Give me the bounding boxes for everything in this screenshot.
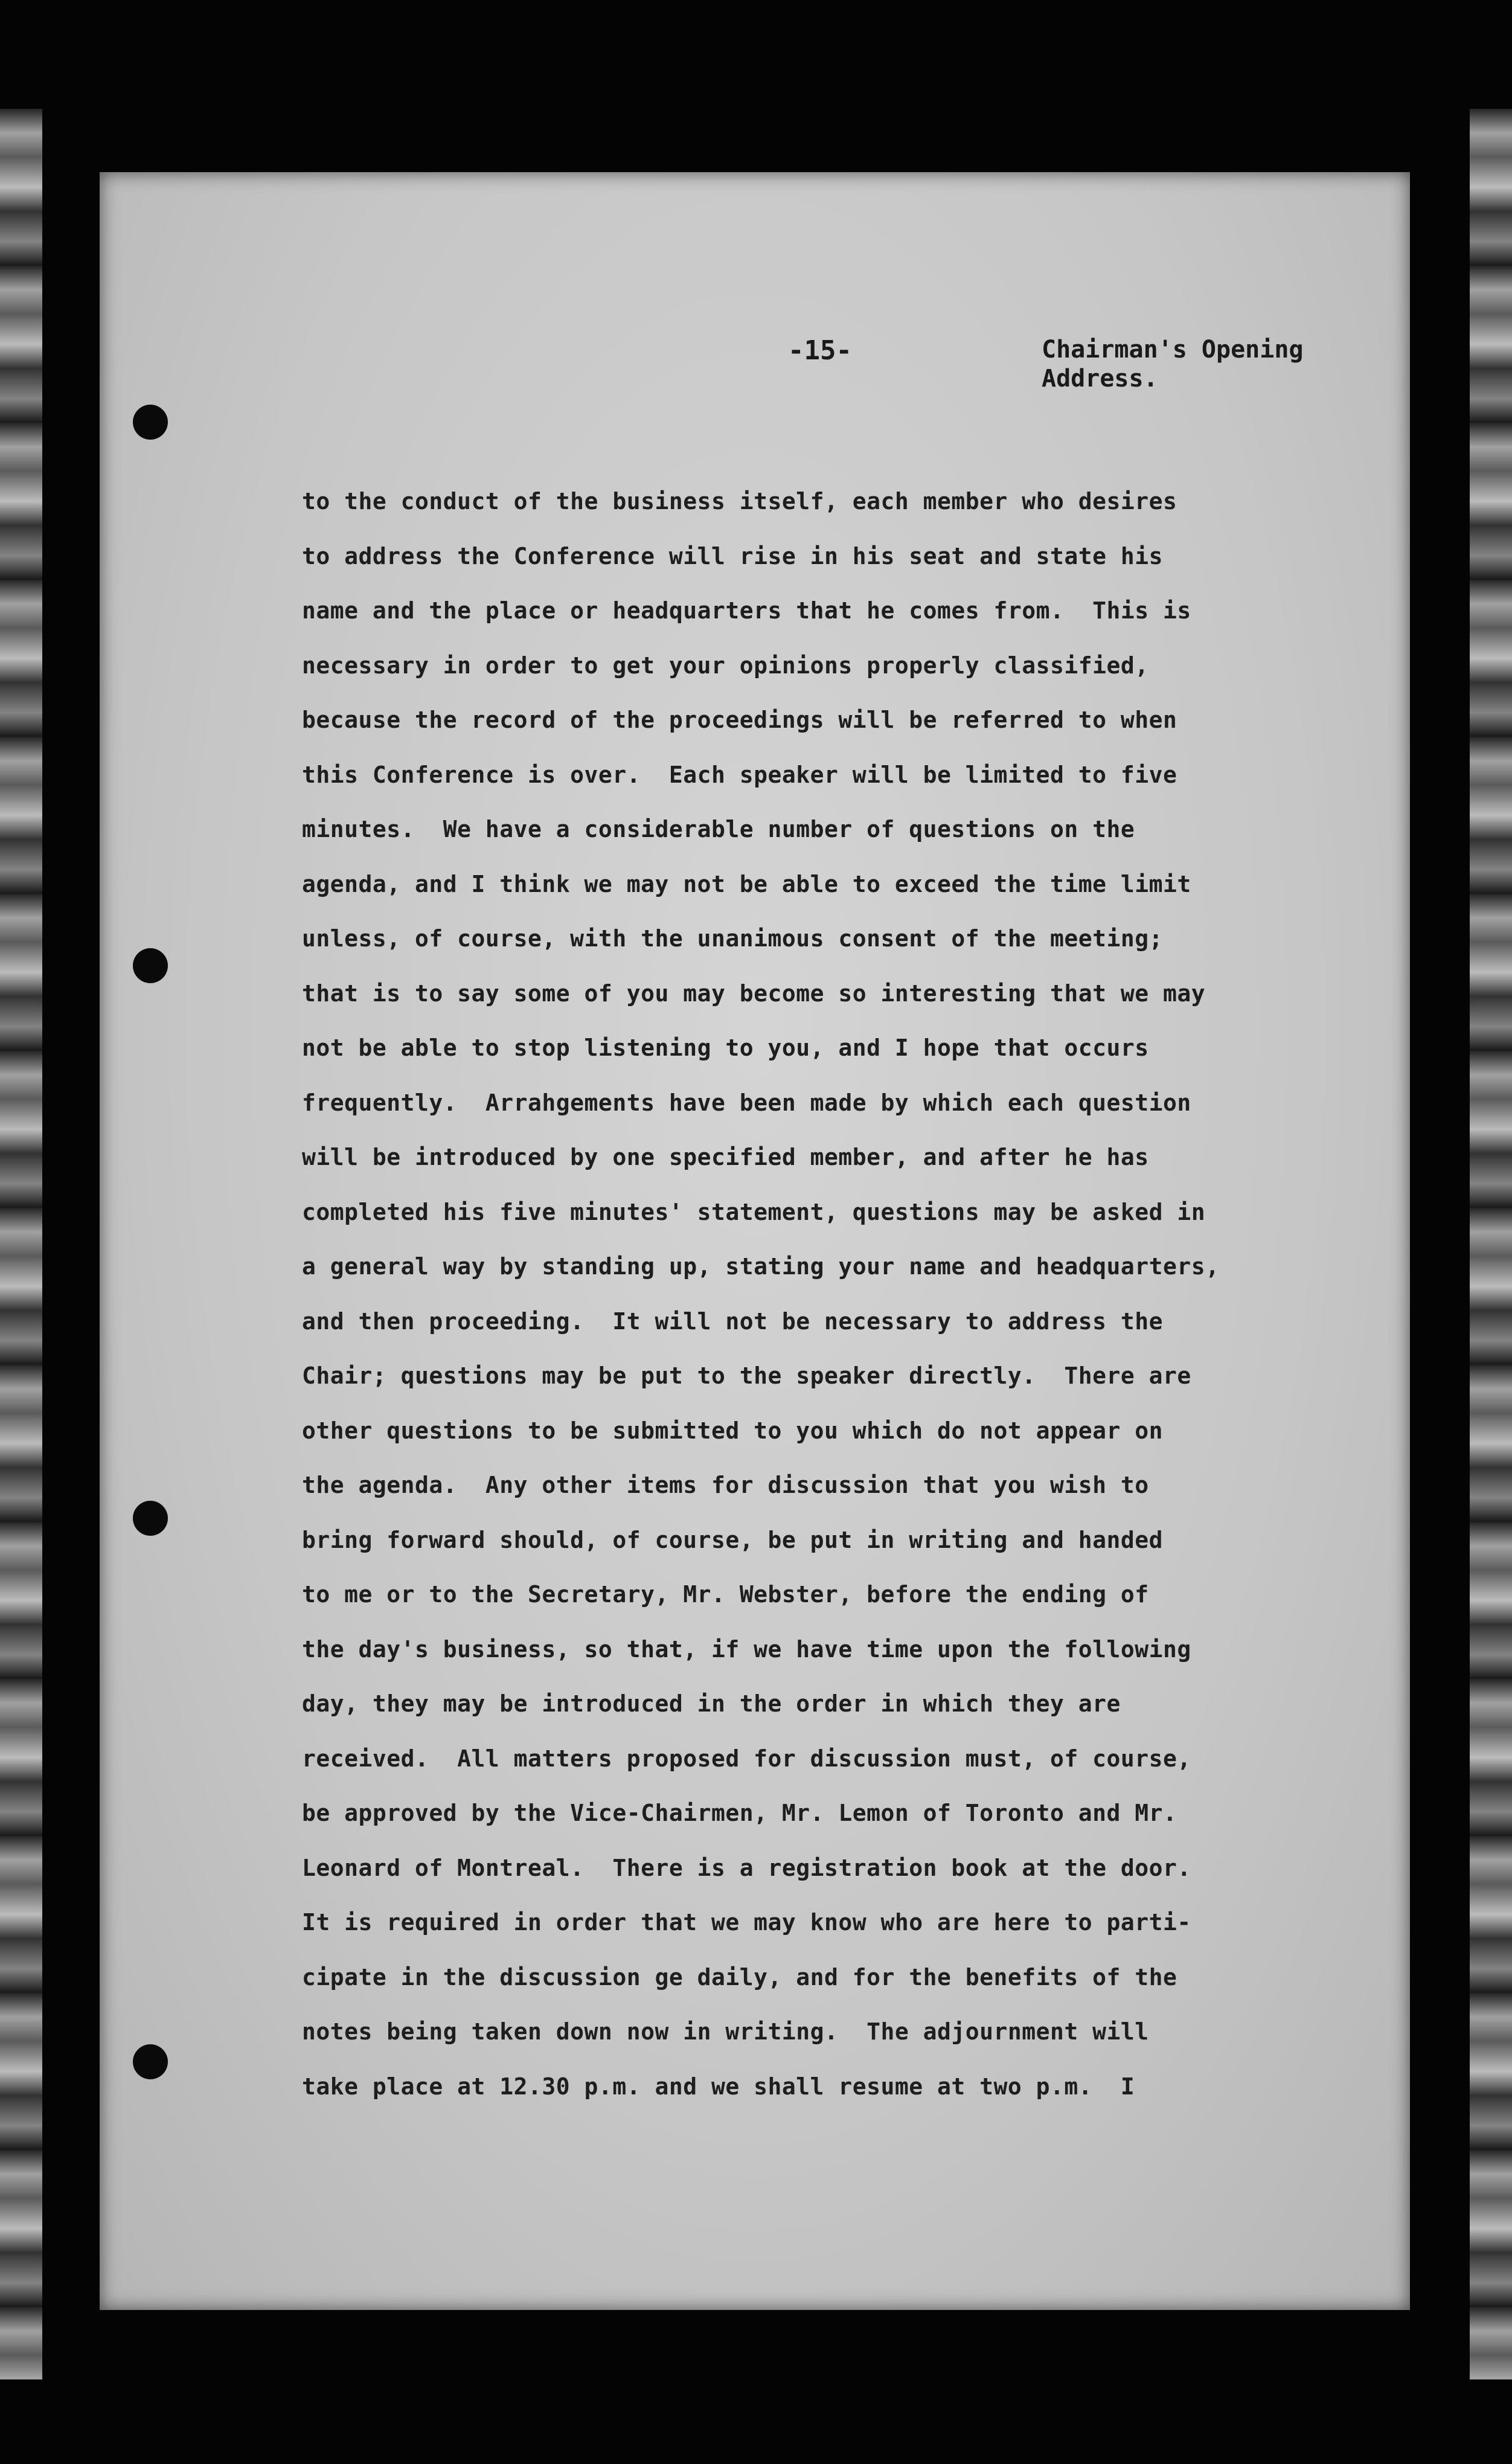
text-line: It is required in order that we may know who are here to parti- [302, 1909, 1191, 1936]
text-line: to the conduct of the business itself, each member who desires [302, 488, 1177, 515]
text-line: completed his five minutes' statement, questions may be asked in [302, 1198, 1206, 1225]
film-edge-left [0, 109, 42, 2379]
running-head-line: Address. [1042, 365, 1158, 393]
text-line: the day's business, so that, if we have time upon the following [302, 1635, 1191, 1663]
text-line: a general way by standing up, stating your name and headquarters, [302, 1253, 1220, 1280]
text-line: and then proceeding. It will not be necessary to address the [302, 1307, 1164, 1335]
text-line: this Conference is over. Each speaker will be limited to five [302, 761, 1177, 788]
text-line: day, they may be introduced in the order in which they are [302, 1690, 1121, 1717]
text-line: the agenda. Any other items for discussion that you wish to [302, 1472, 1149, 1498]
punch-hole [133, 948, 168, 983]
text-line: be approved by the Vice-Chairmen, Mr. Lemon of Toronto and Mr. [302, 1800, 1177, 1826]
text-line: Leonard of Montreal. There is a registration book at the door. [302, 1854, 1191, 1881]
text-line: received. All matters proposed for discussion must, of course, [302, 1745, 1191, 1772]
text-line: to address the Conference will rise in his seat and state his [302, 542, 1164, 569]
text-line: necessary in order to get your opinions properly classified, [302, 652, 1149, 679]
body-text [302, 474, 1389, 2114]
punch-hole [133, 2044, 168, 2079]
text-line: unless, of course, with the unanimous consent of the meeting; [302, 925, 1164, 952]
page-number: -15- [788, 335, 852, 366]
text-line: to me or to the Secretary, Mr. Webster, before the ending of [302, 1581, 1149, 1608]
text-line: will be introduced by one specified member, and after he has [302, 1144, 1149, 1170]
text-line: frequently. Arrahgements have been made by which each question [302, 1089, 1191, 1116]
text-line: take place at 12.30 p.m. and we shall resume at two p.m. I [302, 2073, 1135, 2100]
text-line: other questions to be submitted to you which do not appear on [302, 1417, 1164, 1444]
punch-hole [133, 405, 168, 440]
text-line: not be able to stop listening to you, and I hope that occurs [302, 1035, 1149, 1061]
film-edge-right [1470, 109, 1512, 2379]
text-line: name and the place or headquarters that he comes from. This is [302, 597, 1191, 624]
text-line: because the record of the proceedings will be referred to when [302, 707, 1177, 733]
running-head [1042, 335, 1303, 393]
text-line: bring forward should, of course, be put in writing and handed [302, 1526, 1164, 1553]
running-head-line: Chairman's Opening [1042, 336, 1304, 364]
document-page [100, 172, 1410, 2310]
punch-hole [133, 1501, 168, 1536]
text-line: that is to say some of you may become so interesting that we may [302, 980, 1206, 1007]
text-line: agenda, and I think we may not be able to exceed the time limit [302, 870, 1191, 897]
text-line: Chair; questions may be put to the speaker directly. There are [302, 1362, 1191, 1389]
text-line: notes being taken down now in writing. The adjournment will [302, 2018, 1149, 2045]
text-line: cipate in the discussion ge daily, and for the benefits of the [302, 1963, 1177, 1991]
text-line: minutes. We have a considerable number of questions on the [302, 816, 1135, 842]
